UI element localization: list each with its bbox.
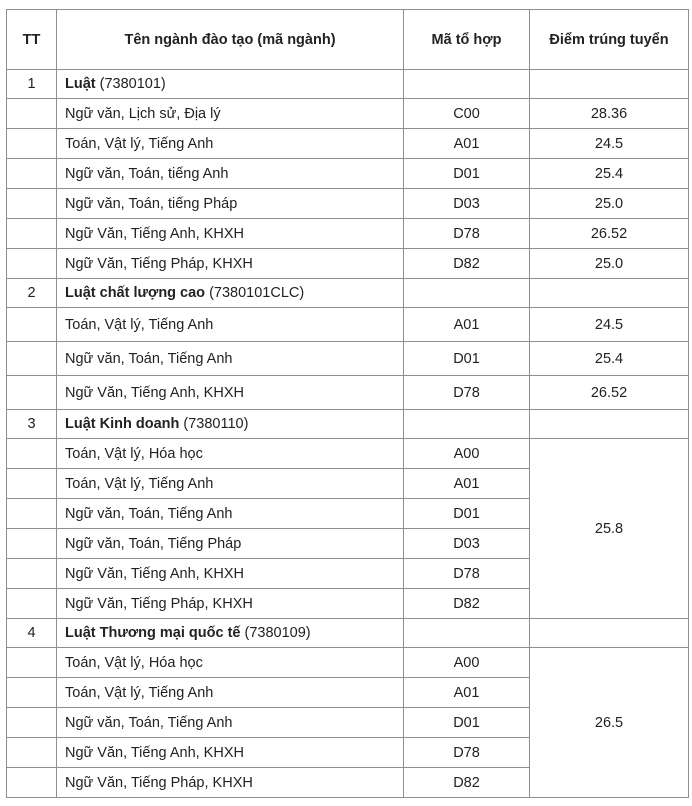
combination-code-cell: D82 (404, 768, 530, 798)
combination-code-cell: D01 (404, 342, 530, 376)
subjects-cell: Ngữ Văn, Tiếng Pháp, KHXH (57, 249, 404, 279)
shared-score-cell: 25.8 (530, 439, 689, 619)
table-row (7, 219, 689, 249)
major-code: (7380110) (183, 416, 249, 432)
subjects-cell: Ngữ Văn, Tiếng Anh, KHXH (57, 376, 404, 410)
group-number: 1 (7, 70, 57, 99)
subjects-cell: Toán, Vật lý, Tiếng Anh (57, 308, 404, 342)
empty-cell (7, 648, 57, 678)
score-cell: 25.0 (530, 189, 689, 219)
empty-cell (404, 410, 530, 439)
empty-cell (404, 619, 530, 648)
header-major-name: Tên ngành đào tạo (mã ngành) (57, 10, 404, 70)
subjects-cell: Ngữ Văn, Tiếng Anh, KHXH (57, 219, 404, 249)
subjects-cell: Ngữ văn, Toán, Tiếng Anh (57, 708, 404, 738)
header-admission-score: Điểm trúng tuyển (530, 10, 689, 70)
group-number: 2 (7, 279, 57, 308)
subjects-cell: Ngữ văn, Toán, Tiếng Pháp (57, 529, 404, 559)
combination-code-cell: A01 (404, 129, 530, 159)
empty-cell (7, 439, 57, 469)
admission-score-table (6, 9, 689, 798)
subjects-cell: Ngữ Văn, Tiếng Pháp, KHXH (57, 768, 404, 798)
combination-code-cell: C00 (404, 99, 530, 129)
major-name: Luật chất lượng cao (65, 285, 206, 301)
table-header-row (7, 10, 689, 70)
table-row (7, 308, 689, 342)
major-code: (7380109) (244, 625, 311, 641)
subjects-cell: Ngữ văn, Toán, tiếng Anh (57, 159, 404, 189)
score-cell: 24.5 (530, 129, 689, 159)
major-name-cell (57, 70, 404, 99)
combination-code-cell: D01 (404, 159, 530, 189)
empty-cell (404, 70, 530, 99)
subjects-cell: Toán, Vật lý, Hóa học (57, 648, 404, 678)
empty-cell (7, 469, 57, 499)
major-name-cell (57, 279, 404, 308)
empty-cell (7, 249, 57, 279)
table-row (7, 342, 689, 376)
score-cell: 28.36 (530, 99, 689, 129)
combination-code-cell: A01 (404, 469, 530, 499)
major-code: (7380101) (99, 76, 166, 92)
combination-code-cell: D78 (404, 559, 530, 589)
table-row (7, 99, 689, 129)
table-row (7, 439, 689, 469)
major-group-row (7, 279, 689, 308)
combination-code-cell: D78 (404, 738, 530, 768)
empty-cell (7, 768, 57, 798)
table-row (7, 648, 689, 678)
score-cell: 24.5 (530, 308, 689, 342)
major-group-row (7, 410, 689, 439)
empty-cell (530, 279, 689, 308)
score-cell: 26.52 (530, 219, 689, 249)
subjects-cell: Toán, Vật lý, Hóa học (57, 439, 404, 469)
table-row (7, 189, 689, 219)
combination-code-cell: D78 (404, 219, 530, 249)
major-name: Luật Kinh doanh (65, 416, 180, 432)
combination-code-cell: A01 (404, 678, 530, 708)
shared-score-cell: 26.5 (530, 648, 689, 798)
table-row (7, 159, 689, 189)
score-cell: 25.4 (530, 159, 689, 189)
combination-code-cell: D01 (404, 499, 530, 529)
score-cell: 25.0 (530, 249, 689, 279)
major-code: (7380101CLC) (209, 285, 305, 301)
subjects-cell: Ngữ văn, Toán, Tiếng Anh (57, 342, 404, 376)
header-tt: TT (7, 10, 57, 70)
combination-code-cell: A00 (404, 439, 530, 469)
empty-cell (7, 589, 57, 619)
major-name: Luật Thương mại quốc tế (65, 625, 241, 641)
major-name-cell (57, 619, 404, 648)
group-number: 4 (7, 619, 57, 648)
combination-code-cell: D03 (404, 529, 530, 559)
combination-code-cell: D01 (404, 708, 530, 738)
empty-cell (404, 279, 530, 308)
group-number: 3 (7, 410, 57, 439)
subjects-cell: Ngữ Văn, Tiếng Anh, KHXH (57, 559, 404, 589)
empty-cell (7, 708, 57, 738)
empty-cell (7, 189, 57, 219)
combination-code-cell: D03 (404, 189, 530, 219)
empty-cell (7, 159, 57, 189)
subjects-cell: Toán, Vật lý, Tiếng Anh (57, 129, 404, 159)
major-name: Luật (65, 76, 96, 92)
table-row (7, 129, 689, 159)
header-combination-code: Mã tổ hợp (404, 10, 530, 70)
empty-cell (7, 529, 57, 559)
subjects-cell: Ngữ văn, Toán, Tiếng Anh (57, 499, 404, 529)
empty-cell (7, 308, 57, 342)
subjects-cell: Toán, Vật lý, Tiếng Anh (57, 678, 404, 708)
major-group-row (7, 70, 689, 99)
subjects-cell: Ngữ Văn, Tiếng Pháp, KHXH (57, 589, 404, 619)
subjects-cell: Ngữ văn, Toán, tiếng Pháp (57, 189, 404, 219)
combination-code-cell: D78 (404, 376, 530, 410)
score-cell: 25.4 (530, 342, 689, 376)
empty-cell (7, 99, 57, 129)
empty-cell (7, 342, 57, 376)
empty-cell (7, 219, 57, 249)
major-group-row (7, 619, 689, 648)
major-name-cell (57, 410, 404, 439)
empty-cell (530, 619, 689, 648)
empty-cell (7, 129, 57, 159)
empty-cell (7, 499, 57, 529)
empty-cell (530, 70, 689, 99)
combination-code-cell: D82 (404, 249, 530, 279)
empty-cell (7, 738, 57, 768)
score-cell: 26.52 (530, 376, 689, 410)
table-row (7, 376, 689, 410)
empty-cell (7, 678, 57, 708)
empty-cell (530, 410, 689, 439)
combination-code-cell: A01 (404, 308, 530, 342)
subjects-cell: Toán, Vật lý, Tiếng Anh (57, 469, 404, 499)
combination-code-cell: D82 (404, 589, 530, 619)
combination-code-cell: A00 (404, 648, 530, 678)
empty-cell (7, 559, 57, 589)
empty-cell (7, 376, 57, 410)
subjects-cell: Ngữ văn, Lịch sử, Địa lý (57, 99, 404, 129)
table-row (7, 249, 689, 279)
subjects-cell: Ngữ Văn, Tiếng Anh, KHXH (57, 738, 404, 768)
